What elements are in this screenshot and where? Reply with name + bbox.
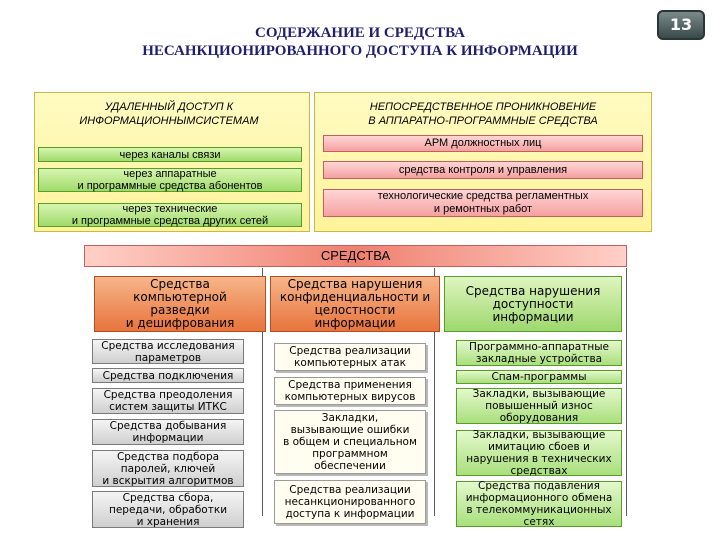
page-title (80, 24, 640, 60)
recon-item-connection: Средства подключения (92, 368, 244, 383)
availability-item-spam: Спам-программы (456, 370, 622, 384)
title-line-1: СОДЕРЖАНИЕ И СРЕДСТВА (255, 25, 465, 41)
recon-item-collection-storage: Средства сбора, передачи, обработки и хранения (92, 491, 244, 528)
availability-item-suppression: Средства подавления информационного обмена в телекоммуникационных сетях (456, 481, 622, 527)
remote-access-header (34, 100, 304, 128)
recon-decryption-header: Средства компьютерной разведки и дешифрования (94, 276, 266, 332)
recon-item-info-acquisition: Средства добывания информации (92, 419, 244, 445)
availability-item-failure-imitation: Закладки, вызывающие имитацию сбоев и нарушения в технических средствах (456, 430, 622, 476)
availability-header: Средства нарушения доступности информации (444, 276, 622, 332)
integrity-item-software-bugs: Закладки, вызывающие ошибки в общем и специальном программном обеспечении (274, 410, 426, 474)
availability-item-hw-implants: Программно-аппаратные закладные устройства (456, 340, 622, 366)
confidentiality-integrity-header: Средства нарушения конфиденциальности и целостности информации (270, 276, 440, 332)
integrity-item-attacks: Средства реализации компьютерных атак (274, 343, 426, 371)
connector-right (626, 268, 627, 516)
direct-penetration-header (314, 100, 652, 128)
integrity-item-viruses: Средства применения компьютерных вирусов (274, 377, 426, 405)
remote-item-subscriber-means: через аппаратные и программные средства абонентов (38, 168, 302, 192)
direct-item-arm: АРМ должностных лиц (323, 135, 643, 152)
direct-item-control: средства контроля и управления (323, 161, 643, 179)
slide-number-badge: 13 (657, 10, 705, 40)
recon-item-bypass-protection: Средства преодоления систем защиты ИТКС (92, 388, 244, 414)
recon-item-parameter-research: Средства исследования параметров (92, 339, 244, 364)
recon-item-password-cracking: Средства подбора паролей, ключей и вскрытия алгоритмов (92, 450, 244, 487)
availability-item-wear: Закладки, вызывающие повышенный износ оборудования (456, 388, 622, 424)
direct-item-maintenance: технологические средства регламентных и ремонтных работ (323, 189, 643, 217)
remote-access-header-line-2: ИНФОРМАЦИОННЫМСИСТЕМАМ (79, 115, 259, 127)
remote-item-other-networks: через технические и программные средства других сетей (38, 203, 302, 227)
direct-penetration-header-line-1: НЕПОСРЕДСТВЕННОЕ ПРОНИКНОВЕНИЕ (369, 101, 597, 113)
remote-access-header-line-1: УДАЛЕННЫЙ ДОСТУП К (104, 101, 234, 113)
integrity-item-unauthorized-access: Средства реализации несанкционированного доступа к информации (274, 480, 426, 524)
remote-item-channels: через каналы связи (38, 147, 302, 162)
direct-penetration-header-line-2: В АППАРАТНО-ПРОГРАММНЫЕ СРЕДСТВА (368, 115, 598, 127)
title-line-2: НЕСАНКЦИОНИРОВАННОГО ДОСТУПА К ИНФОРМАЦИИ (142, 43, 578, 59)
sredstva-bar: СРЕДСТВА (84, 245, 627, 267)
